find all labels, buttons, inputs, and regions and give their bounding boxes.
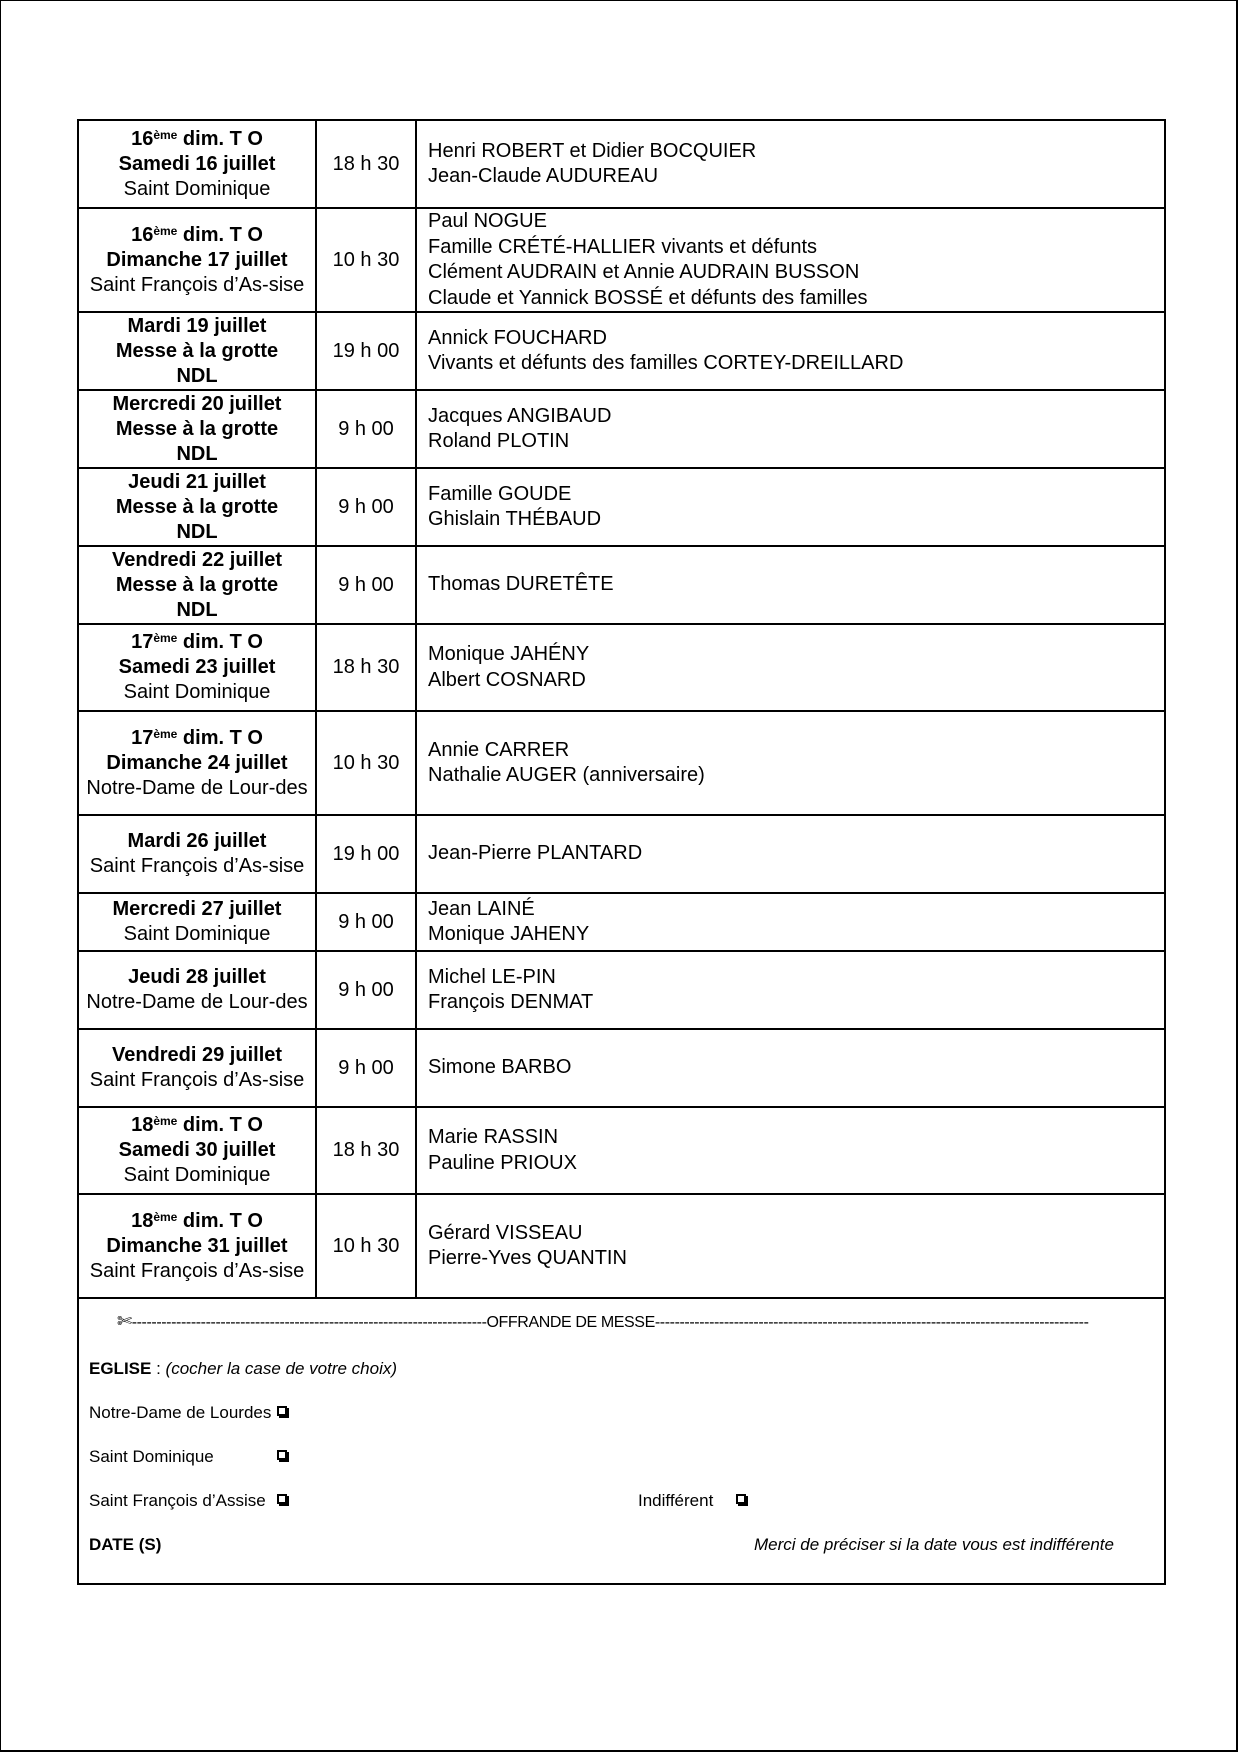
eglise-label: EGLISE <box>89 1359 152 1378</box>
checkbox-saint-francois[interactable] <box>277 1494 287 1504</box>
church-name: Notre-Dame de Lour-des <box>86 991 308 1013</box>
mass-time: 10 h 30 <box>316 711 416 815</box>
mass-time: 9 h 00 <box>316 546 416 624</box>
intention-name: Gérard VISSEAU <box>428 1221 583 1244</box>
church-option-label: Saint Dominique <box>89 1447 214 1466</box>
sunday-title <box>79 1113 315 1138</box>
schedule-row <box>79 208 1164 312</box>
sunday-label: dim. T O <box>177 1114 263 1136</box>
sunday-title <box>79 127 315 152</box>
mass-date: Samedi 30 juillet <box>118 1139 276 1161</box>
mass-location-note: Messe à la grotte <box>115 495 279 518</box>
schedule-row <box>79 1107 1164 1194</box>
church-option-ndl[interactable] <box>89 1403 271 1423</box>
intentions-cell <box>416 390 1164 468</box>
mass-location-note: Messe à la grotte <box>115 339 279 362</box>
day-cell <box>79 1107 316 1194</box>
schedule-row <box>79 624 1164 711</box>
day-cell <box>79 121 316 208</box>
intention-name: François DENMAT <box>428 991 594 1013</box>
day-cell <box>79 312 316 390</box>
sunday-title <box>79 1209 315 1234</box>
eglise-line <box>89 1359 397 1379</box>
mass-time: 19 h 00 <box>316 815 416 893</box>
intention-name: Jacques ANGIBAUD <box>428 404 612 427</box>
ordinal-suffix: ème <box>153 726 178 741</box>
mass-date: Jeudi 21 juillet <box>128 470 266 493</box>
church-name: Saint François d’As-sise <box>89 1069 305 1091</box>
schedule-row <box>79 711 1164 815</box>
intentions-cell <box>416 893 1164 951</box>
mass-time: 18 h 30 <box>316 624 416 711</box>
mass-time: 10 h 30 <box>316 208 416 312</box>
scissors-icon: ✄ <box>117 1311 132 1331</box>
schedule-row <box>79 390 1164 468</box>
intentions-cell <box>416 711 1164 815</box>
sunday-label: dim. T O <box>177 631 263 653</box>
sunday-number: 18 <box>131 1209 154 1232</box>
day-cell <box>79 711 316 815</box>
intention-name: Monique JAHÉNY <box>428 643 590 665</box>
day-cell <box>79 468 316 546</box>
date-note: Merci de préciser si la date vous est indifférente <box>753 1535 1114 1554</box>
intention-name: Michel LE-PIN <box>428 965 556 988</box>
intentions-cell <box>416 312 1164 390</box>
sunday-title <box>79 223 315 248</box>
schedule-row <box>79 468 1164 546</box>
mass-time: 18 h 30 <box>316 1107 416 1194</box>
mass-time: 9 h 00 <box>316 1029 416 1107</box>
mass-time: 10 h 30 <box>316 1194 416 1298</box>
day-cell <box>79 1029 316 1107</box>
mass-date: Dimanche 17 juillet <box>106 248 288 271</box>
intention-name: Famille GOUDE <box>428 482 572 505</box>
mass-location-abbr: NDL <box>176 442 218 465</box>
mass-schedule-table <box>79 121 1164 1299</box>
mass-time: 9 h 00 <box>316 893 416 951</box>
day-cell <box>79 624 316 711</box>
intention-name: Marie RASSIN <box>428 1126 559 1148</box>
mass-date: Samedi 16 juillet <box>118 152 276 175</box>
church-name: Saint Dominique <box>123 1164 271 1186</box>
intentions-cell <box>416 208 1164 312</box>
church-option-saint-francois[interactable] <box>89 1491 266 1511</box>
intentions-cell <box>416 624 1164 711</box>
intentions-cell <box>416 546 1164 624</box>
mass-location-note: Messe à la grotte <box>115 573 279 596</box>
eglise-hint: (cocher la case de votre choix) <box>165 1359 398 1378</box>
intentions-cell <box>416 121 1164 208</box>
sunday-number: 16 <box>131 127 154 150</box>
mass-time: 9 h 00 <box>316 468 416 546</box>
cut-dashes-left: ------------------------------------------------------------------------ <box>131 1314 487 1331</box>
schedule-row <box>79 893 1164 951</box>
schedule-row <box>79 1194 1164 1298</box>
day-cell <box>79 208 316 312</box>
indifferent-label: Indifférent <box>638 1491 714 1510</box>
date-label: DATE (S) <box>89 1535 162 1554</box>
sunday-label: dim. T O <box>177 726 263 749</box>
sunday-number: 16 <box>131 223 154 246</box>
church-name: Saint Dominique <box>123 681 271 703</box>
schedule-row <box>79 951 1164 1029</box>
ordinal-suffix: ème <box>153 1209 178 1224</box>
day-cell <box>79 390 316 468</box>
church-name: Saint François d’As-sise <box>89 273 305 296</box>
day-cell <box>79 1194 316 1298</box>
day-cell <box>79 951 316 1029</box>
sunday-label: dim. T O <box>177 127 263 150</box>
sunday-number: 17 <box>131 726 154 749</box>
ordinal-suffix: ème <box>153 631 178 645</box>
mass-schedule-sheet <box>77 119 1166 1585</box>
intentions-cell <box>416 951 1164 1029</box>
intention-name: Albert COSNARD <box>428 668 586 691</box>
schedule-row <box>79 1029 1164 1107</box>
ordinal-suffix: ème <box>153 223 178 238</box>
intention-name: Famille CRÉTÉ-HALLIER vivants et défunts <box>428 235 818 258</box>
church-name: Notre-Dame de Lour-des <box>86 776 308 799</box>
intentions-cell <box>416 468 1164 546</box>
church-option-label: Saint François d’Assise <box>89 1491 266 1510</box>
intention-name: Annie CARRER <box>428 738 570 761</box>
intentions-cell <box>416 815 1164 893</box>
intention-name: Paul NOGUE <box>428 210 547 232</box>
schedule-row <box>79 815 1164 893</box>
mass-date: Vendredi 22 juillet <box>111 548 283 571</box>
eglise-separator: : <box>151 1359 166 1378</box>
mass-date: Dimanche 31 juillet <box>106 1234 288 1257</box>
intention-name: Clément AUDRAIN et Annie AUDRAIN BUSSON <box>428 261 860 283</box>
church-name: Saint Dominique <box>123 177 271 200</box>
mass-location-note: Messe à la grotte <box>115 417 279 440</box>
cut-line <box>117 1311 1127 1332</box>
sunday-number: 18 <box>131 1114 154 1136</box>
intention-name: Claude et Yannick BOSSÉ et défunts des familles <box>428 286 868 309</box>
indifferent-option[interactable] <box>638 1491 713 1511</box>
schedule-row <box>79 546 1164 624</box>
ordinal-suffix: ème <box>153 127 178 142</box>
church-name: Saint François d’As-sise <box>89 855 305 877</box>
offering-title: OFFRANDE DE MESSE <box>486 1314 655 1331</box>
day-cell <box>79 546 316 624</box>
intention-name: Nathalie AUGER (anniversaire) <box>428 764 705 786</box>
church-option-label: Notre-Dame de Lourdes <box>89 1403 272 1422</box>
mass-date: Mardi 26 juillet <box>127 830 267 852</box>
intention-name: Henri ROBERT et Didier BOCQUIER <box>428 139 757 162</box>
mass-date: Mercredi 27 juillet <box>112 898 282 920</box>
mass-date: Mardi 19 juillet <box>127 314 267 337</box>
intentions-cell <box>416 1029 1164 1107</box>
intention-name: Simone BARBO <box>428 1056 572 1079</box>
mass-date: Dimanche 24 juillet <box>106 751 288 774</box>
intention-name: Jean-Pierre PLANTARD <box>428 842 643 865</box>
intention-name: Pauline PRIOUX <box>428 1151 577 1174</box>
mass-date: Vendredi 29 juillet <box>111 1044 283 1066</box>
mass-date: Jeudi 28 juillet <box>128 966 266 988</box>
church-name: Saint François d’As-sise <box>89 1259 305 1282</box>
church-name: Saint Dominique <box>123 923 271 945</box>
mass-location-abbr: NDL <box>176 364 218 387</box>
mass-location-abbr: NDL <box>176 520 218 543</box>
day-cell <box>79 815 316 893</box>
intention-name: Pierre-Yves QUANTIN <box>428 1247 627 1269</box>
intention-name: Monique JAHENY <box>428 923 590 945</box>
sunday-title <box>79 726 315 751</box>
mass-location-abbr: NDL <box>176 598 218 621</box>
day-cell <box>79 893 316 951</box>
mass-time: 9 h 00 <box>316 390 416 468</box>
intention-name: Annick FOUCHARD <box>428 326 607 349</box>
intention-name: Thomas DURETÊTE <box>428 573 614 596</box>
sunday-title <box>79 630 315 655</box>
mass-time: 19 h 00 <box>316 312 416 390</box>
intention-name: Roland PLOTIN <box>428 430 570 452</box>
checkbox-indifferent[interactable] <box>736 1494 746 1504</box>
mass-date: Mercredi 20 juillet <box>112 392 282 415</box>
sunday-number: 17 <box>131 631 154 653</box>
sunday-label: dim. T O <box>177 1209 263 1232</box>
mass-time: 18 h 30 <box>316 121 416 208</box>
intention-name: Jean LAINÉ <box>428 897 535 920</box>
church-option-saint-dominique[interactable] <box>89 1447 214 1467</box>
intention-name: Ghislain THÉBAUD <box>428 508 602 530</box>
mass-time: 9 h 00 <box>316 951 416 1029</box>
schedule-row <box>79 312 1164 390</box>
cut-dashes-right: ---------------------------------------------------------------------------------------- <box>654 1314 1089 1331</box>
checkbox-ndl[interactable] <box>277 1406 287 1416</box>
intention-name: Vivants et défunts des familles CORTEY-DREILLARD <box>428 352 904 374</box>
schedule-row <box>79 121 1164 208</box>
ordinal-suffix: ème <box>153 1114 178 1128</box>
checkbox-saint-dominique[interactable] <box>277 1450 287 1460</box>
sunday-label: dim. T O <box>177 223 263 246</box>
intentions-cell <box>416 1194 1164 1298</box>
intention-name: Jean-Claude AUDUREAU <box>428 165 659 187</box>
mass-date: Samedi 23 juillet <box>118 656 276 678</box>
intentions-cell <box>416 1107 1164 1194</box>
offering-form <box>79 1299 1164 1583</box>
